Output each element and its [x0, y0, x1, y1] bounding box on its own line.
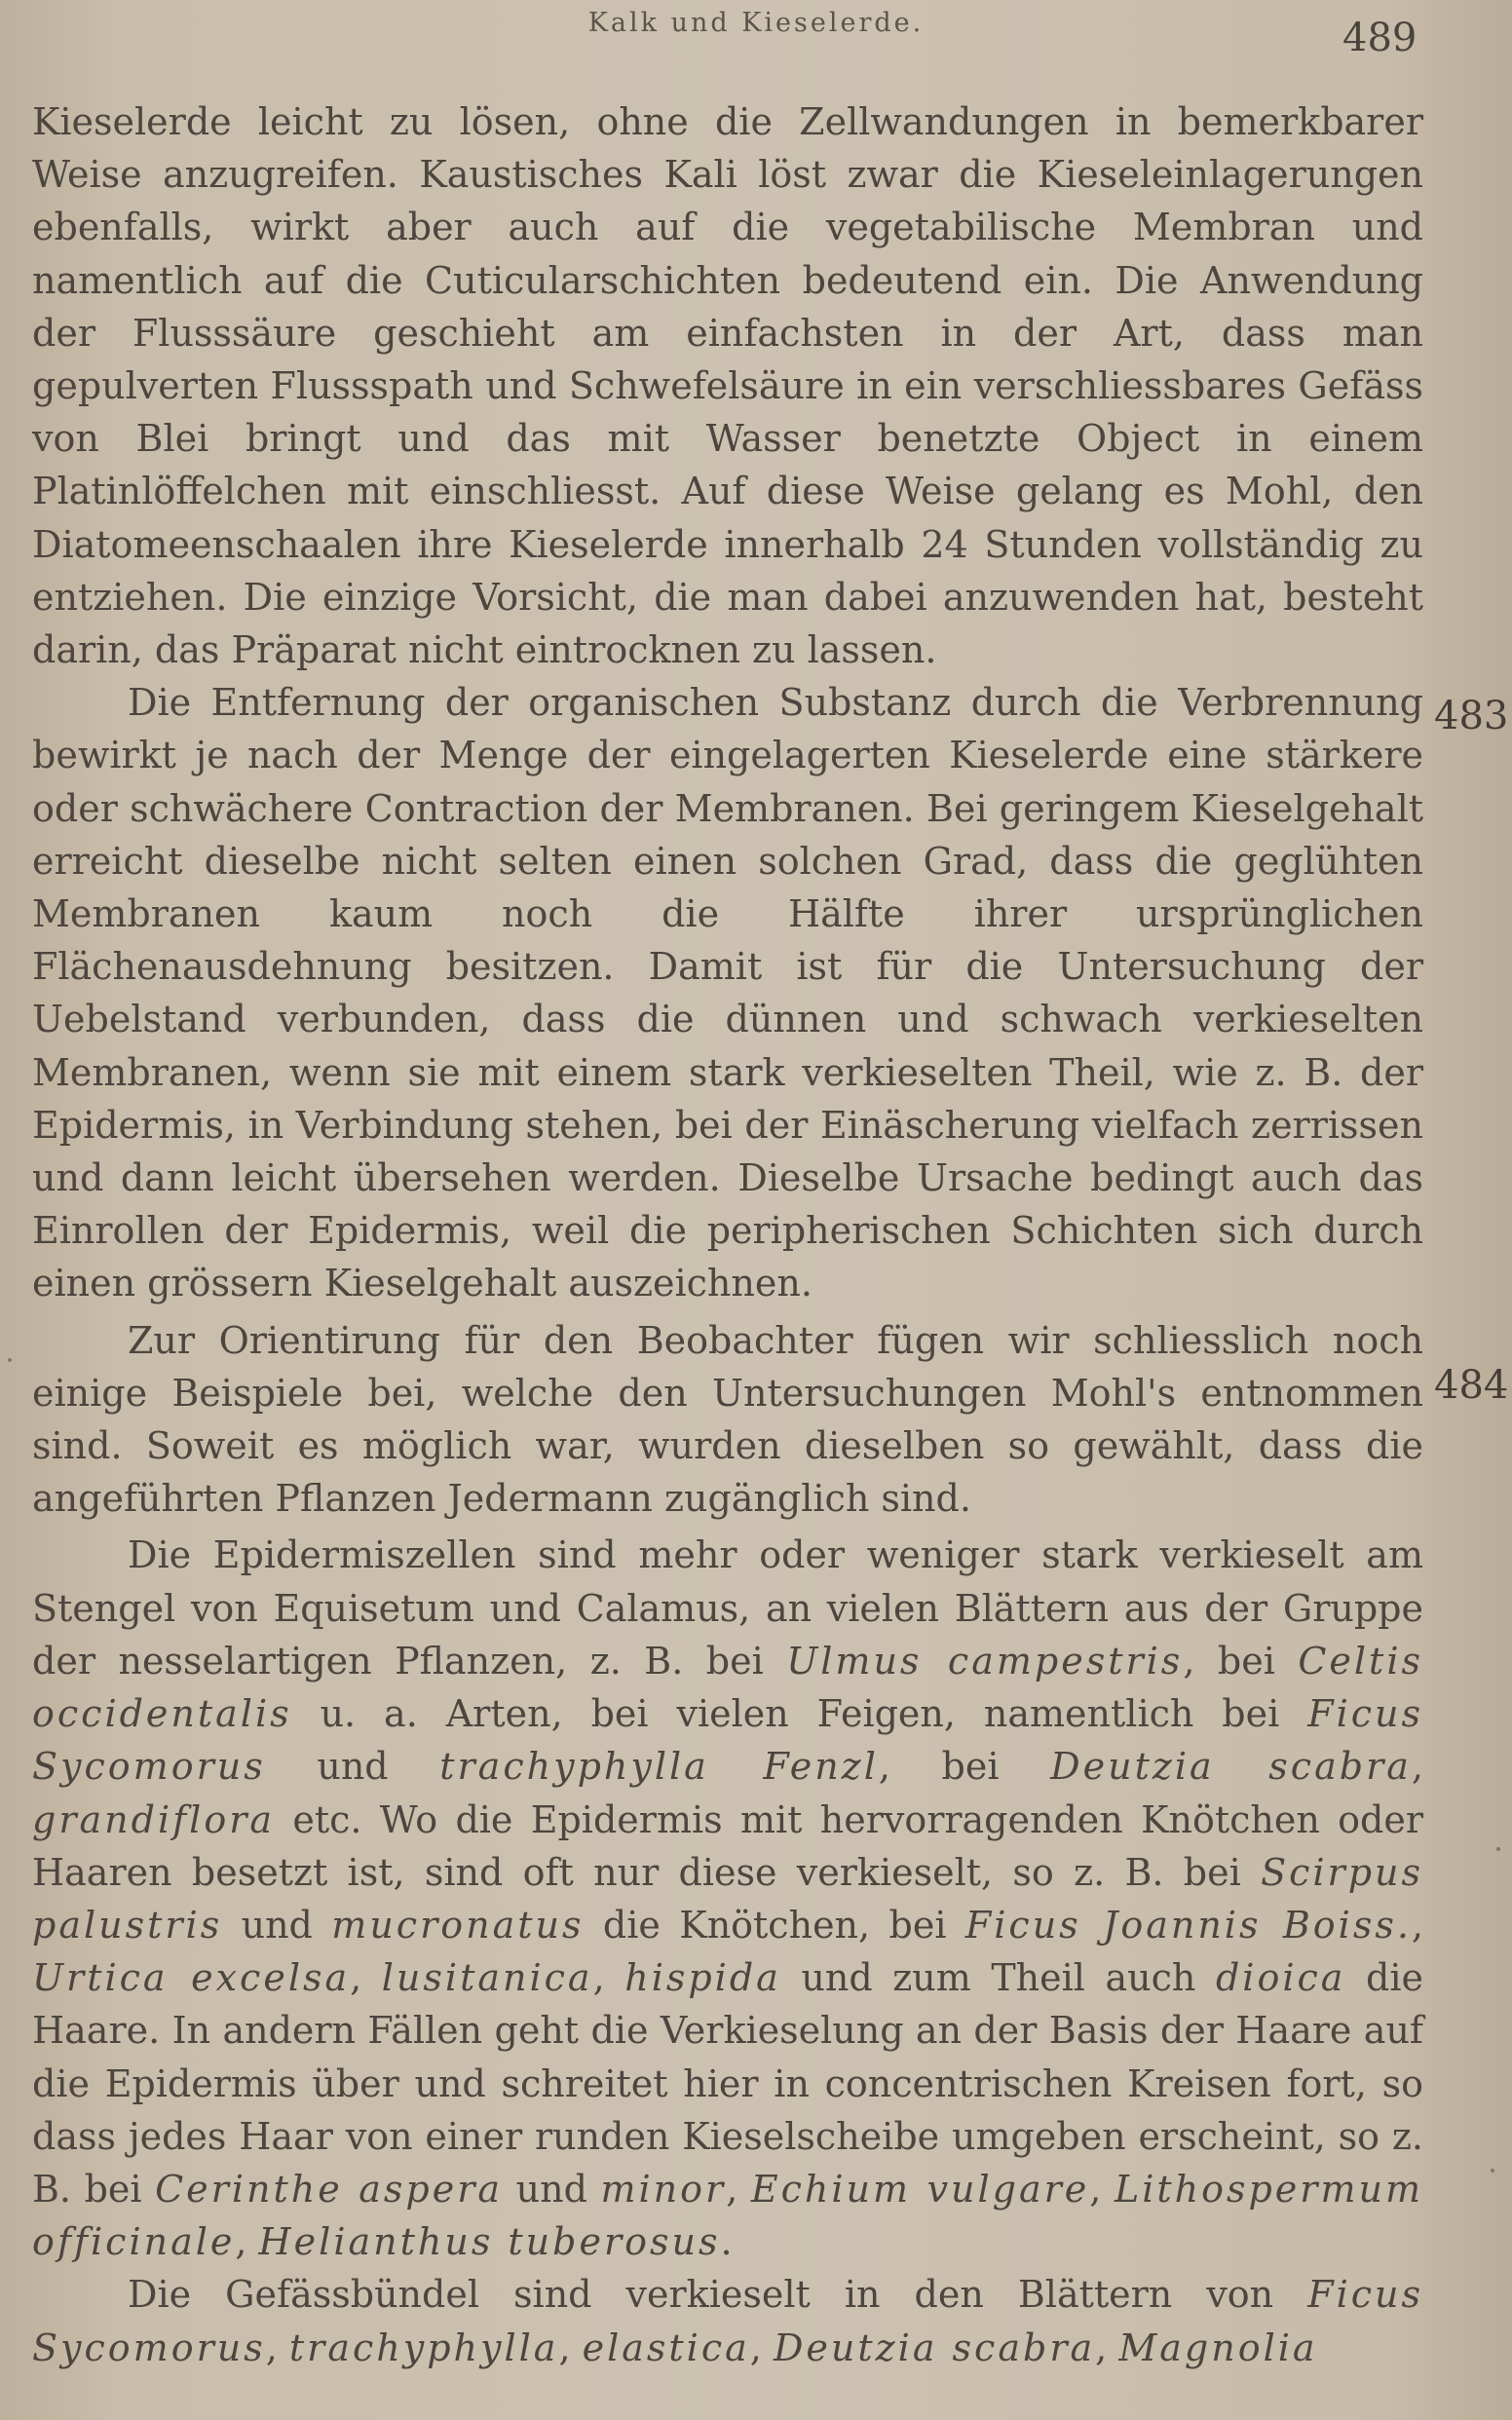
- text-run: Kieselerde leicht zu lösen, ohne die Zellwandungen in bemerkbarer Weise anzugreifen. Kaustisches Kali löst zwar die Kieseleinlagerungen ebenfalls, wirkt aber auch auf die vegetabilische Membran und namentlich auf die Cuticularschichten bedeutend ein. Die Anwendung der Flusssäure geschieht am einfachsten in der Art, dass man gepulverten Flussspath und Schwefelsäure in ein verschliessbares Gefäss von Blei bringt und das mit Wasser benetzte Object in einem Platinlöffelchen mit einschliesst. Auf diese Weise gelang es Mohl, den Diatomeenschaalen ihre Kieselerde innerhalb 24 Stunden vollständig zu entziehen. Die einzige Vorsicht, die man dabei anzuwenden hat, besteht darin, das Präparat nicht eintrocknen zu lassen.: [32, 100, 1423, 672]
- species-name: dioica: [1215, 1956, 1346, 2000]
- species-name: mucronatus: [331, 1903, 585, 1947]
- page-number: 489: [1342, 16, 1418, 60]
- text-run: ,: [265, 2325, 289, 2369]
- paragraph: [32, 676, 1423, 1309]
- text-run: ,: [350, 1956, 382, 2000]
- text-run: etc. Wo die Epidermis mit hervorragenden Knötchen oder Haaren besetzt ist, sind oft nur diese verkieselt, so z. B. bei: [32, 1797, 1423, 1894]
- species-name: Cerinthe aspera: [155, 2167, 504, 2211]
- text-run: , bei: [1183, 1639, 1299, 1683]
- text-run: die Knötchen, bei: [584, 1903, 965, 1947]
- species-name: Lithospermum officinale: [32, 2167, 1423, 2264]
- species-name: Deutzia scabra: [1050, 1745, 1412, 1789]
- text-run: ,: [1095, 2325, 1119, 2369]
- paragraph: [32, 1529, 1423, 2268]
- species-name: Ulmus campestris: [786, 1639, 1184, 1683]
- species-name: grandiflora: [32, 1797, 276, 1841]
- text-run: ,: [749, 2325, 774, 2369]
- paper-speck: [1496, 1847, 1500, 1851]
- species-name: hispida: [624, 1956, 781, 2000]
- text-run: und zum Theil auch: [780, 1956, 1216, 2000]
- text-run: ,: [1411, 1745, 1423, 1789]
- species-name: lusitanica: [381, 1956, 593, 2000]
- text-run: ,: [592, 1956, 625, 2000]
- species-name: trachyphylla: [288, 2325, 559, 2369]
- text-run: und: [265, 1745, 440, 1789]
- text-run: die Haare. In andern Fällen geht die Verkieselung an der Basis der Haare auf die Epidermis über und schreitet hier in concentrischen Kreisen fort, so dass jedes Haar von einer runden Kieselscheibe umgeben erscheint, so z. B. bei: [32, 1956, 1423, 2211]
- paper-speck: [1491, 2169, 1494, 2173]
- body-text: [32, 95, 1423, 2374]
- margin-number-484: 484: [1434, 1363, 1509, 1408]
- species-name: Magnolia: [1118, 2325, 1318, 2369]
- paragraph: [32, 2268, 1423, 2373]
- text-run: ,: [558, 2325, 583, 2369]
- text-run: Zur Orientirung für den Beobachter fügen wir schliesslich noch einige Beispiele bei, welche den Untersuchungen Mohl's entnommen sind. Soweit es möglich war, wurden dieselben so gewählt, dass die angeführten Pflanzen Jedermann zugänglich sind.: [32, 1318, 1423, 1521]
- species-name: Scirpus palustris: [32, 1850, 1423, 1947]
- text-run: und: [222, 1903, 332, 1947]
- text-run: Die Entfernung der organischen Substanz durch die Verbrennung bewirkt je nach der Menge der eingelagerten Kieselerde eine stärkere oder schwächere Contraction der Membranen. Bei geringem Kieselgehalt erreicht dieselbe nicht selten einen solchen Grad, dass die geglühten Membranen kaum noch die Hälfte ihrer ursprünglichen Flächenausdehnung besitzen. Damit ist für die Untersuchung der Uebelstand verbunden, dass die dünnen und schwach verkieselten Membranen, wenn sie mit einem stark verkieselten Theil, wie z. B. der Epidermis, in Verbindung stehen, bei der Einäscherung vielfach zerrissen und dann leicht übersehen werden. Dieselbe Ursache bedingt auch das Einrollen der Epidermis, weil die peripherischen Schichten sich durch einen grössern Kieselgehalt auszeichnen.: [32, 681, 1423, 1305]
- text-run: ,: [726, 2167, 751, 2211]
- text-run: .: [720, 2220, 733, 2264]
- margin-number-483: 483: [1434, 694, 1509, 738]
- species-name: Urtica excelsa: [32, 1956, 351, 2000]
- species-name: trachyphylla Fenzl: [439, 1745, 879, 1789]
- text-run: ,: [235, 2220, 259, 2264]
- species-name: Deutzia scabra: [773, 2325, 1096, 2369]
- text-run: , bei: [878, 1745, 1051, 1789]
- text-run: ,: [1411, 1903, 1423, 1947]
- species-name: Ficus Joannis Boiss.: [964, 1903, 1412, 1947]
- species-name: minor: [600, 2167, 727, 2211]
- text-run: ,: [1089, 2167, 1115, 2211]
- text-run: und: [503, 2167, 601, 2211]
- species-name: Ficus Sycomorus: [32, 1692, 1423, 1789]
- text-run: Die Epidermiszellen sind mehr oder weniger stark verkieselt am Stengel von Equisetum und Calamus, an vielen Blättern aus der Gruppe der nesselartigen Pflanzen, z. B. bei: [32, 1533, 1423, 1683]
- text-run: Die Gefässbündel sind verkieselt in den Blättern von: [128, 2273, 1308, 2317]
- species-name: Celtis occidentalis: [32, 1639, 1423, 1736]
- running-head: Kalk und Kieselerde.: [587, 8, 925, 38]
- text-run: u. a. Arten, bei vielen Feigen, namentlich bei: [291, 1692, 1308, 1736]
- species-name: Echium vulgare: [750, 2167, 1090, 2211]
- paragraph: [32, 95, 1423, 676]
- paper-speck: [8, 1358, 12, 1362]
- species-name: Helianthus tuberosus: [258, 2220, 721, 2264]
- paragraph: [32, 1314, 1423, 1526]
- species-name: elastica: [582, 2325, 750, 2369]
- species-name: Ficus Sycomorus: [32, 2273, 1423, 2369]
